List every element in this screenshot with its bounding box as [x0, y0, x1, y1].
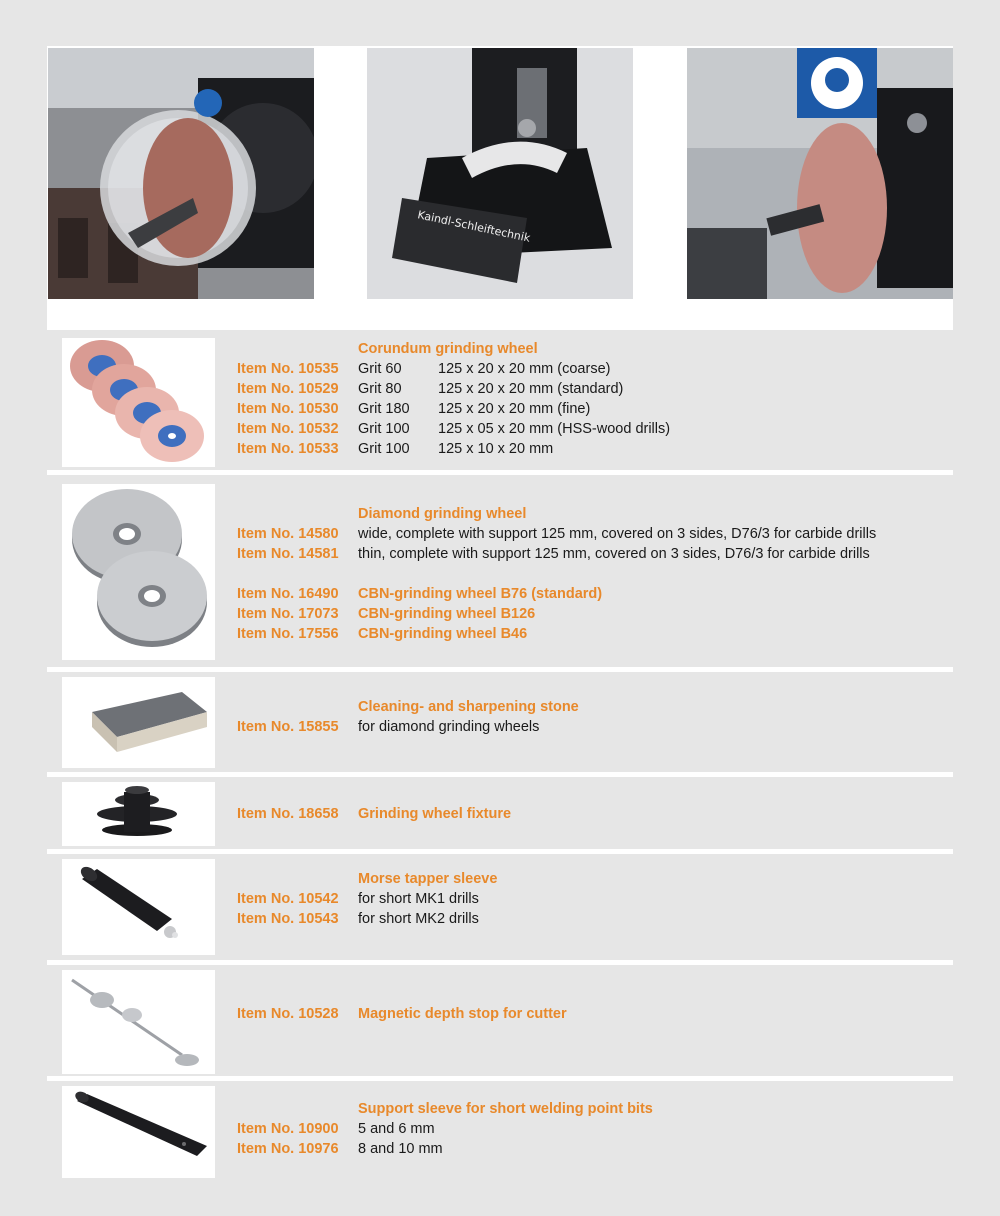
- item-number: Item No. 10543: [237, 911, 339, 927]
- item-number: Item No. 14580: [237, 526, 339, 542]
- photo-safety-grinder: [687, 48, 953, 299]
- section-diamond: [47, 476, 953, 666]
- item-number: Item No. 16490: [237, 586, 339, 602]
- grit: Grit 180: [358, 401, 410, 417]
- grit: Grit 100: [358, 441, 410, 457]
- item-number: Item No. 10533: [237, 441, 339, 457]
- divider: [47, 470, 953, 475]
- photo-angle-scale: [367, 48, 633, 299]
- description: CBN-grinding wheel B46: [358, 626, 528, 642]
- support-sleeve-image: [62, 1086, 215, 1178]
- description: for diamond grinding wheels: [358, 719, 540, 735]
- section-support-sleeve: [47, 1081, 953, 1181]
- description: thin, complete with support 125 mm, covered on 3 sides, D76/3 for carbide drills: [358, 546, 870, 562]
- description: Magnetic depth stop for cutter: [358, 1006, 567, 1022]
- fixture-image: [62, 782, 215, 846]
- corundum-wheels-image: [62, 338, 215, 467]
- size: 125 x 20 x 20 mm (fine): [438, 401, 591, 417]
- size: 125 x 10 x 20 mm: [438, 441, 554, 457]
- grit: Grit 100: [358, 421, 410, 437]
- description: wide, complete with support 125 mm, covered on 3 sides, D76/3 for carbide drills: [358, 526, 877, 542]
- item-number: Item No. 10532: [237, 421, 339, 437]
- item-number: Item No. 17073: [237, 606, 339, 622]
- item-number: Item No. 17556: [237, 626, 339, 642]
- morse-title: Morse tapper sleeve: [358, 871, 498, 887]
- item-number: Item No. 15855: [237, 719, 339, 735]
- stone-image: [62, 677, 215, 768]
- description: Grinding wheel fixture: [358, 806, 512, 822]
- section-morse: [47, 854, 953, 960]
- corundum-title: Corundum grinding wheel: [358, 341, 538, 357]
- diamond-wheels-image: [62, 484, 215, 660]
- description: 8 and 10 mm: [358, 1141, 443, 1157]
- svg-text:Kaindl-Schleiftechnik: Kaindl-Schleiftechnik: [416, 208, 532, 245]
- item-number: Item No. 10530: [237, 401, 339, 417]
- section-corundum: [47, 330, 953, 468]
- description: CBN-grinding wheel B76 (standard): [358, 586, 603, 602]
- description: for short MK1 drills: [358, 891, 479, 907]
- description: 5 and 6 mm: [358, 1121, 435, 1137]
- section-fixture: [47, 777, 953, 849]
- item-number: Item No. 18658: [237, 806, 339, 822]
- item-number: Item No. 10528: [237, 1006, 339, 1022]
- stone-title: Cleaning- and sharpening stone: [358, 699, 579, 715]
- morse-sleeve-image: [62, 859, 215, 955]
- grit: Grit 80: [358, 381, 402, 397]
- item-number: Item No. 10976: [237, 1141, 339, 1157]
- photo-magnifier-grinding: [48, 48, 314, 299]
- section-depth-stop: [47, 965, 953, 1075]
- item-number: Item No. 14581: [237, 546, 339, 562]
- diamond-title: Diamond grinding wheel: [358, 506, 527, 522]
- photo-panel: [47, 46, 953, 330]
- grit: Grit 60: [358, 361, 402, 377]
- size: 125 x 20 x 20 mm (coarse): [438, 361, 611, 377]
- item-number: Item No. 10535: [237, 361, 339, 377]
- support-title: Support sleeve for short welding point bits: [358, 1101, 653, 1117]
- size: 125 x 05 x 20 mm (HSS-wood drills): [438, 421, 671, 437]
- item-number: Item No. 10542: [237, 891, 339, 907]
- description: for short MK2 drills: [358, 911, 479, 927]
- item-number: Item No. 10900: [237, 1121, 339, 1137]
- depth-stop-image: [62, 970, 215, 1074]
- section-stone: [47, 672, 953, 772]
- description: CBN-grinding wheel B126: [358, 606, 536, 622]
- item-number: Item No. 10529: [237, 381, 339, 397]
- size: 125 x 20 x 20 mm (standard): [438, 381, 624, 397]
